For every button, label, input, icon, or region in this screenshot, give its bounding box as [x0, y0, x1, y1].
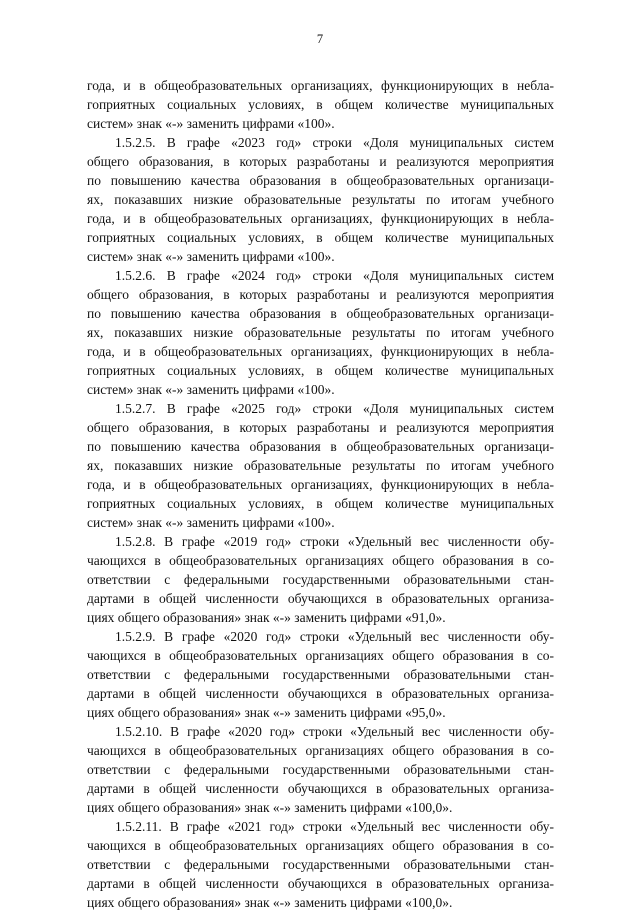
- text-line: ях, показавших низкие образовательные результаты по итогам учебного: [87, 192, 554, 207]
- text-line: 1.5.2.8. В графе «2019 год» строки «Удельный вес численности обу-: [115, 534, 554, 549]
- text-line: гоприятных социальных условиях, в общем количестве муниципальных: [87, 496, 554, 511]
- text-line: циях общего образования» знак «-» заменить цифрами «100,0».: [87, 895, 453, 910]
- text-line: дартами в общей численности обучающихся в образовательных организа-: [87, 876, 554, 891]
- text-line: 1.5.2.10. В графе «2020 год» строки «Удельный вес численности обу-: [115, 724, 554, 739]
- text-line: года, и в общеобразовательных организациях, функционирующих в небла-: [87, 344, 554, 359]
- text-line: дартами в общей численности обучающихся в образовательных организа-: [87, 591, 554, 606]
- text-line: по повышению качества образования в общеобразовательных организаци-: [87, 173, 554, 188]
- text-line: ответствии с федеральными государственными образовательными стан-: [87, 572, 554, 587]
- paragraph-1-5-2-9: [87, 627, 554, 722]
- text-line: ях, показавших низкие образовательные результаты по итогам учебного: [87, 325, 554, 340]
- text-line: по повышению качества образования в общеобразовательных организаци-: [87, 439, 554, 454]
- text-line: систем» знак «-» заменить цифрами «100».: [87, 515, 335, 530]
- text-line: систем» знак «-» заменить цифрами «100».: [87, 116, 335, 131]
- text-line: по повышению качества образования в общеобразовательных организаци-: [87, 306, 554, 321]
- text-line: ответствии с федеральными государственными образовательными стан-: [87, 667, 554, 682]
- text-line: гоприятных социальных условиях, в общем количестве муниципальных: [87, 97, 554, 112]
- text-line: общего образования, в которых разработаны и реализуются мероприятия: [87, 287, 554, 302]
- paragraph-1-5-2-6: [87, 266, 554, 399]
- text-line: циях общего образования» знак «-» заменить цифрами «91,0».: [87, 610, 446, 625]
- text-line: общего образования, в которых разработаны и реализуются мероприятия: [87, 420, 554, 435]
- text-line: 1.5.2.11. В графе «2021 год» строки «Удельный вес численности обу-: [115, 819, 554, 834]
- text-line: систем» знак «-» заменить цифрами «100».: [87, 382, 335, 397]
- paragraph-1-5-2-7: [87, 399, 554, 532]
- page-number: 7: [316, 32, 324, 46]
- text-line: 1.5.2.6. В графе «2024 год» строки «Доля муниципальных систем: [115, 268, 554, 283]
- text-line: циях общего образования» знак «-» заменить цифрами «95,0».: [87, 705, 446, 720]
- text-line: 1.5.2.5. В графе «2023 год» строки «Доля муниципальных систем: [115, 135, 554, 150]
- text-line: дартами в общей численности обучающихся в образовательных организа-: [87, 686, 554, 701]
- paragraph-1-5-2-8: [87, 532, 554, 627]
- paragraph-1-5-2-11: [87, 817, 554, 912]
- paragraph-1-5-2-5: [87, 133, 554, 266]
- text-line: 1.5.2.7. В графе «2025 год» строки «Доля муниципальных систем: [115, 401, 554, 416]
- document-body: [87, 76, 554, 912]
- text-line: общего образования, в которых разработаны и реализуются мероприятия: [87, 154, 554, 169]
- text-line: чающихся в общеобразовательных организациях общего образования в со-: [87, 743, 554, 758]
- text-line: систем» знак «-» заменить цифрами «100».: [87, 249, 335, 264]
- text-line: гоприятных социальных условиях, в общем количестве муниципальных: [87, 230, 554, 245]
- text-line: чающихся в общеобразовательных организациях общего образования в со-: [87, 838, 554, 853]
- paragraph-continuation: [87, 76, 554, 133]
- text-line: гоприятных социальных условиях, в общем количестве муниципальных: [87, 363, 554, 378]
- text-line: года, и в общеобразовательных организациях, функционирующих в небла-: [87, 211, 554, 226]
- text-line: ях, показавших низкие образовательные результаты по итогам учебного: [87, 458, 554, 473]
- text-line: чающихся в общеобразовательных организациях общего образования в со-: [87, 648, 554, 663]
- text-line: ответствии с федеральными государственными образовательными стан-: [87, 762, 554, 777]
- paragraph-1-5-2-10: [87, 722, 554, 817]
- text-line: 1.5.2.9. В графе «2020 год» строки «Удельный вес численности обу-: [115, 629, 554, 644]
- text-line: года, и в общеобразовательных организациях, функционирующих в небла-: [87, 78, 554, 93]
- text-line: чающихся в общеобразовательных организациях общего образования в со-: [87, 553, 554, 568]
- text-line: циях общего образования» знак «-» заменить цифрами «100,0».: [87, 800, 453, 815]
- text-line: года, и в общеобразовательных организациях, функционирующих в небла-: [87, 477, 554, 492]
- text-line: дартами в общей численности обучающихся в образовательных организа-: [87, 781, 554, 796]
- text-line: ответствии с федеральными государственными образовательными стан-: [87, 857, 554, 872]
